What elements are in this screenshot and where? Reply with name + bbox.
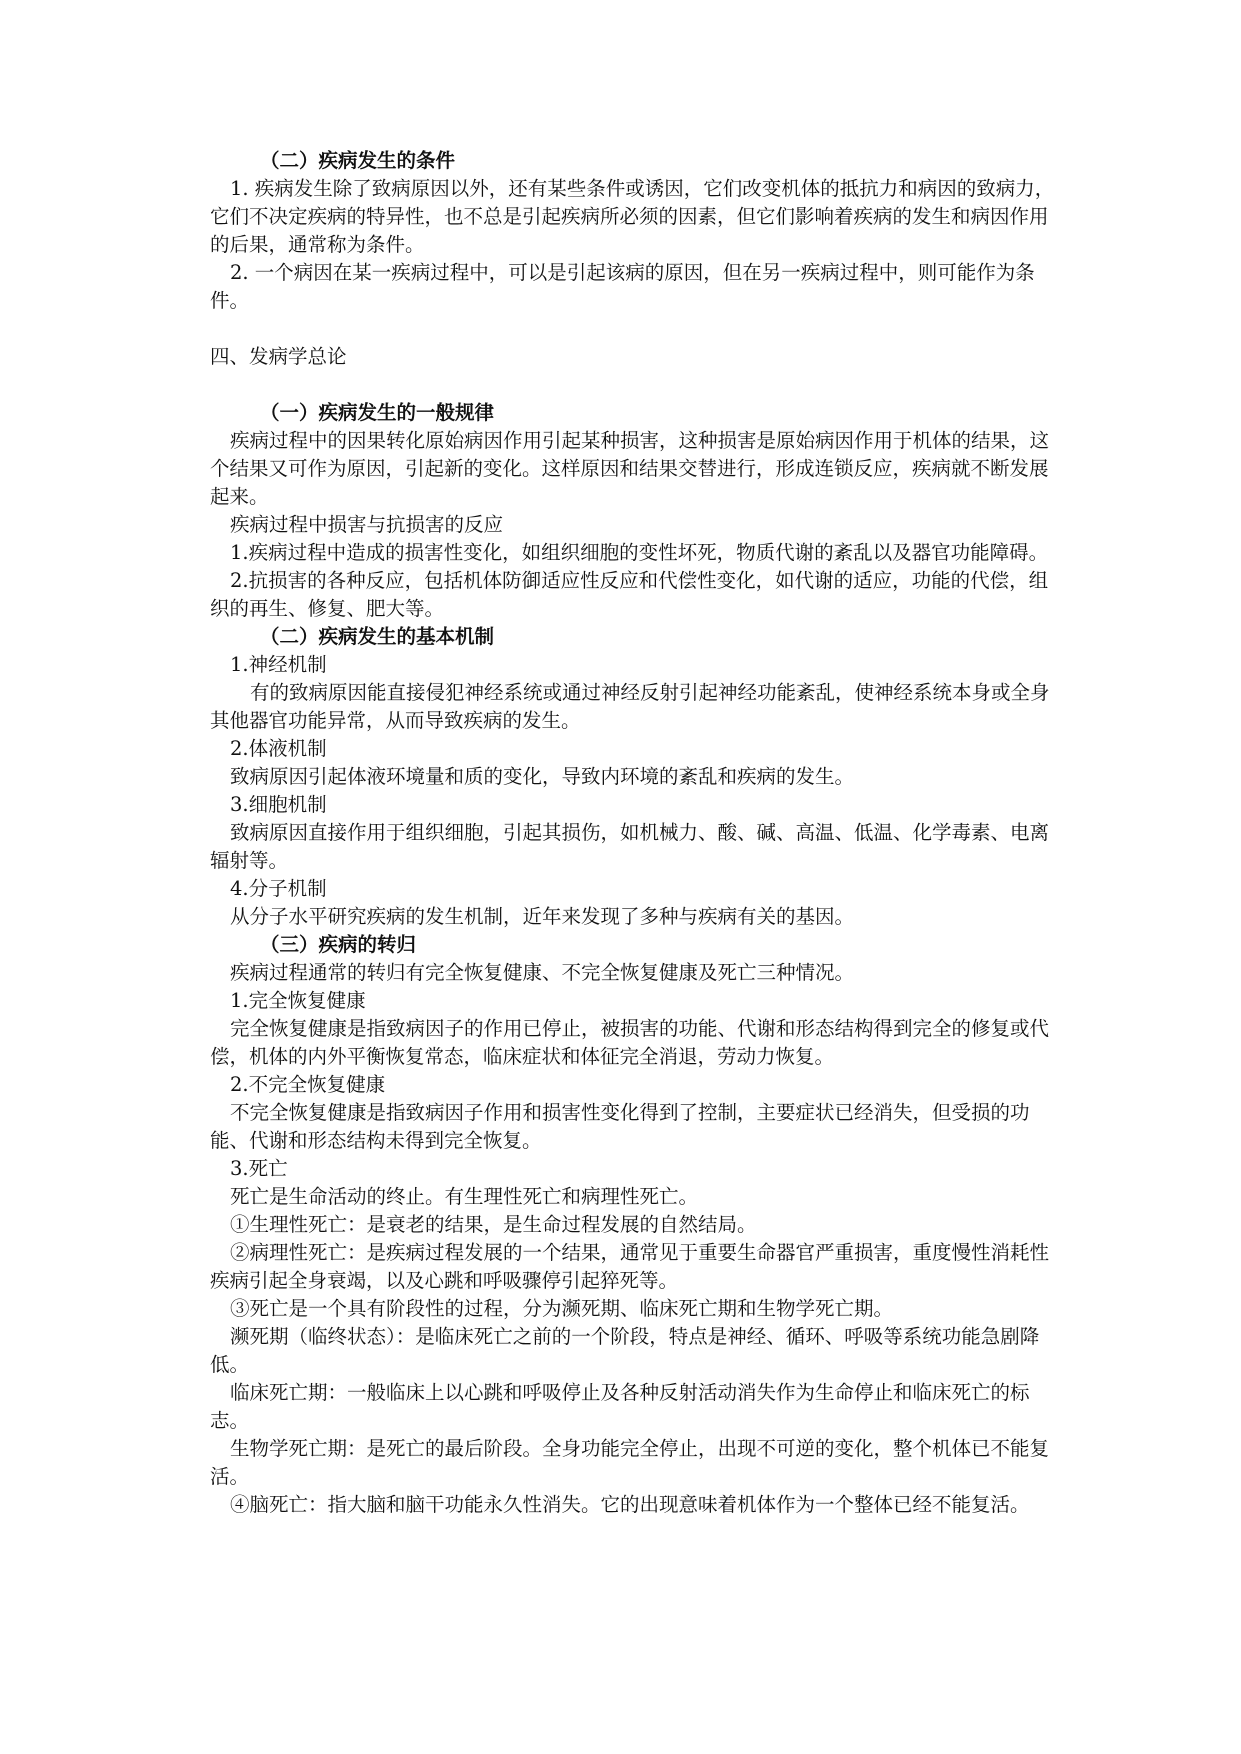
section-heading: （三）疾病的转归 [260, 933, 417, 956]
paragraph: 2.抗损害的各种反应，包括机体防御适应性反应和代偿性变化，如代谢的适应，功能的代偿，组织的再生、修复、肥大等。 [210, 569, 1049, 620]
subheading: 4.分子机制 [230, 877, 327, 900]
paragraph: 1. 疾病发生除了致病原因以外，还有某些条件或诱因，它们改变机体的抵抗力和病因的致病力，它们不决定疾病的特异性，也不总是引起疾病所必须的因素，但它们影响着疾病的发生和病因作用的后果，通常称为条件。 [210, 177, 1055, 256]
paragraph: 完全恢复健康是指致病因子的作用已停止，被损害的功能、代谢和形态结构得到完全的修复或代偿，机体的内外平衡恢复常态，临床症状和体征完全消退，劳动力恢复。 [210, 1017, 1050, 1068]
subheading: 1.完全恢复健康 [230, 989, 366, 1012]
paragraph: 2. 一个病因在某一疾病过程中，可以是引起该病的原因，但在另一疾病过程中，则可能作为条件。 [210, 261, 1035, 312]
section-heading: （一）疾病发生的一般规律 [260, 401, 495, 424]
paragraph: ③死亡是一个具有阶段性的过程，分为濒死期、临床死亡期和生物学死亡期。 [230, 1297, 894, 1320]
paragraph: 不完全恢复健康是指致病因子作用和损害性变化得到了控制，主要症状已经消失，但受损的功能、代谢和形态结构未得到完全恢复。 [210, 1101, 1030, 1152]
paragraph: 有的致病原因能直接侵犯神经系统或通过神经反射引起神经功能紊乱，使神经系统本身或全身其他器官功能异常，从而导致疾病的发生。 [210, 681, 1050, 732]
paragraph: 临床死亡期：一般临床上以心跳和呼吸停止及各种反射活动消失作为生命停止和临床死亡的标志。 [210, 1381, 1030, 1432]
paragraph: ①生理性死亡：是衰老的结果，是生命过程发展的自然结局。 [230, 1213, 757, 1236]
paragraph: 生物学死亡期：是死亡的最后阶段。全身功能完全停止，出现不可逆的变化，整个机体已不能复活。 [210, 1437, 1050, 1488]
paragraph: 致病原因引起体液环境量和质的变化，导致内环境的紊乱和疾病的发生。 [230, 765, 855, 788]
document-body [210, 147, 1060, 1519]
subheading: 2.体液机制 [230, 737, 327, 760]
paragraph: 疾病过程中的因果转化原始病因作用引起某种损害，这种损害是原始病因作用于机体的结果，这个结果又可作为原因，引起新的变化。这样原因和结果交替进行，形成连锁反应，疾病就不断发展起来。 [210, 429, 1050, 508]
paragraph: 疾病过程中损害与抗损害的反应 [230, 513, 504, 536]
paragraph: 从分子水平研究疾病的发生机制，近年来发现了多种与疾病有关的基因。 [230, 905, 855, 928]
section-heading: （二）疾病发生的基本机制 [260, 625, 495, 648]
paragraph: 濒死期（临终状态）：是临床死亡之前的一个阶段，特点是神经、循环、呼吸等系统功能急剧降低。 [210, 1325, 1040, 1376]
subheading: 3.死亡 [230, 1157, 288, 1180]
paragraph: ④脑死亡：指大脑和脑干功能永久性消失。它的出现意味着机体作为一个整体已经不能复活。 [230, 1493, 1030, 1516]
paragraph: 疾病过程通常的转归有完全恢复健康、不完全恢复健康及死亡三种情况。 [230, 961, 855, 984]
paragraph: ②病理性死亡：是疾病过程发展的一个结果，通常见于重要生命器官严重损害，重度慢性消耗性疾病引起全身衰竭，以及心跳和呼吸骤停引起猝死等。 [210, 1241, 1050, 1292]
subheading: 2.不完全恢复健康 [230, 1073, 386, 1096]
subheading: 3.细胞机制 [230, 793, 327, 816]
chapter-heading: 四、发病学总论 [210, 345, 347, 368]
paragraph: 死亡是生命活动的终止。有生理性死亡和病理性死亡。 [230, 1185, 699, 1208]
paragraph: 致病原因直接作用于组织细胞，引起其损伤，如机械力、酸、碱、高温、低温、化学毒素、电离辐射等。 [210, 821, 1050, 872]
section-heading: （二）疾病发生的条件 [260, 149, 456, 172]
paragraph: 1.疾病过程中造成的损害性变化，如组织细胞的变性坏死，物质代谢的紊乱以及器官功能障碍。 [230, 541, 1049, 564]
subheading: 1.神经机制 [230, 653, 327, 676]
